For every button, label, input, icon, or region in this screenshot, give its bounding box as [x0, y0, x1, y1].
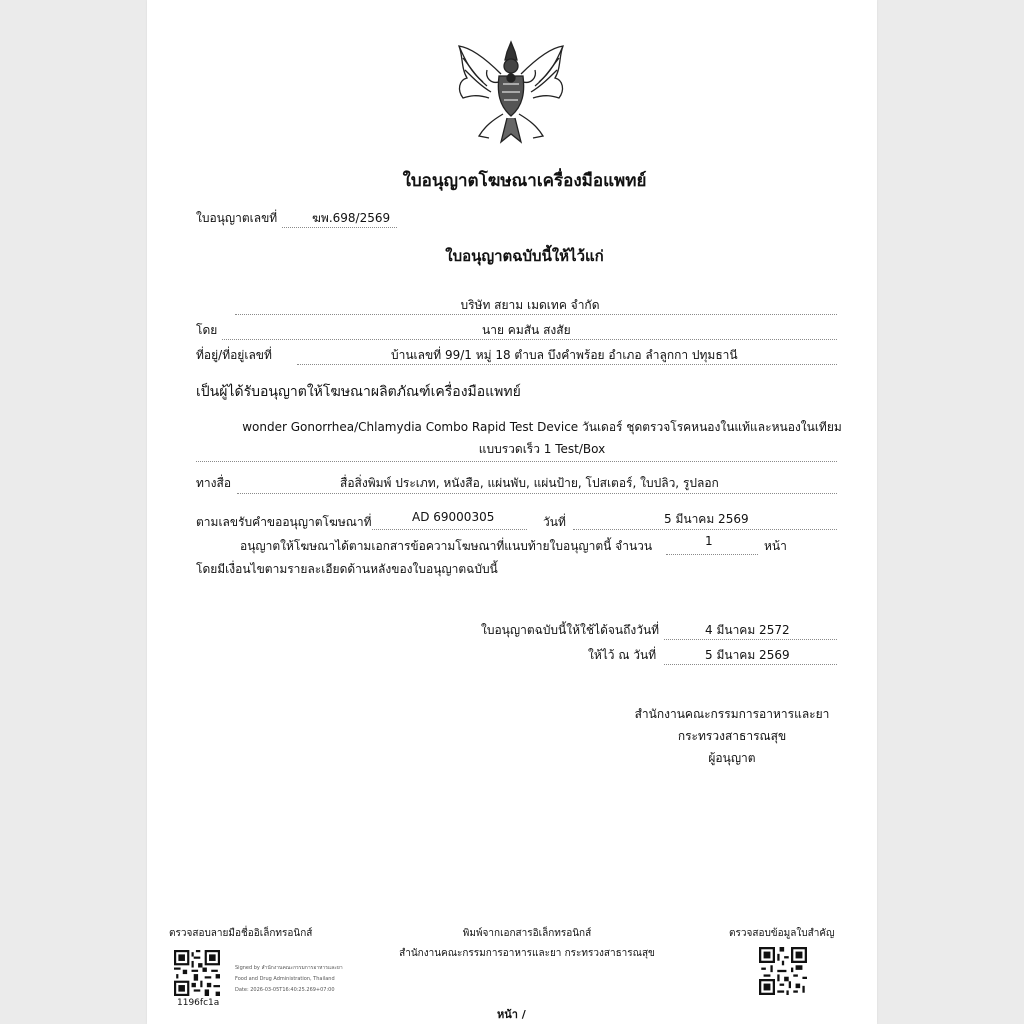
verify-data-label: ตรวจสอบข้อมูลใบสำคัญ — [729, 928, 835, 939]
granted-to-heading: ใบอนุญาตฉบับนี้ให้ไว้แก่ — [445, 247, 604, 265]
signed-org-text: Food and Drug Administration, Thailand — [235, 976, 335, 982]
signed-date-text: Date: 2026-03-05T16:40:25.269+07:00 — [235, 987, 335, 993]
valid-until-underline — [664, 639, 837, 640]
signed-by-text: Signed by สำนักงานคณะกรรมการอาหารและยา — [235, 965, 343, 971]
address-value: บ้านเลขที่ 99/1 หมู่ 18 ตำบล บึงคำพร้อย อำเภอ ลำลูกกา ปทุมธานี — [391, 348, 738, 362]
request-label: ตามเลขรับคำขออนุญาตโฆษณาที่ — [196, 515, 372, 529]
request-number: AD 69000305 — [412, 510, 495, 524]
page-count-underline — [666, 554, 758, 555]
garuda-emblem-icon — [449, 38, 573, 146]
request-date: 5 มีนาคม 2569 — [664, 512, 749, 526]
printed-from-label: พิมพ์จากเอกสารอิเล็กทรอนิกส์ — [462, 928, 592, 939]
issuer-line-2: กระทรวงสาธารณสุข — [677, 729, 787, 743]
given-on-date: 5 มีนาคม 2569 — [705, 648, 790, 662]
document-title: ใบอนุญาตโฆษณาเครื่องมือแพทย์ — [402, 171, 647, 191]
by-underline — [222, 339, 837, 340]
media-underline — [237, 493, 837, 494]
request-date-label: วันที่ — [543, 515, 566, 529]
request-number-underline — [372, 529, 527, 530]
verify-signature-label: ตรวจสอบลายมือชื่ออิเล็กทรอนิกส์ — [169, 928, 313, 939]
valid-until-date: 4 มีนาคม 2572 — [705, 623, 790, 637]
product-line-2: แบบรวดเร็ว 1 Test/Box — [478, 442, 606, 456]
by-label: โดย — [196, 323, 218, 337]
company-name: บริษัท สยาม เมดเทค จำกัด — [460, 298, 600, 312]
media-value: สื่อสิ่งพิมพ์ ประเภท, หนังสือ, แผ่นพับ, แผ่นป้าย, โปสเตอร์, ใบปลิว, รูปลอก — [340, 476, 719, 490]
given-on-underline — [664, 664, 837, 665]
product-line-1: wonder Gonorrhea/Chlamydia Combo Rapid Test Device วันเดอร์ ชุดตรวจโรคหนองในแท้และหนองในเทียม — [242, 420, 842, 434]
printed-org-label: สำนักงานคณะกรรมการอาหารและยา กระทรวงสาธารณสุข — [399, 948, 655, 959]
given-on-label: ให้ไว้ ณ วันที่ — [588, 648, 657, 662]
page-count: 1 — [705, 534, 713, 548]
issuer-line-3: ผู้อนุญาต — [708, 751, 756, 765]
condition-text: โดยมีเงื่อนไขตามรายละเอียดด้านหลังของใบอนุญาตฉบับนี้ — [196, 562, 498, 576]
permit-text: อนุญาตให้โฆษณาได้ตามเอกสารข้อความโฆษณาที่แนบท้ายใบอนุญาตนี้ จำนวน — [240, 539, 653, 553]
signature-qr-code[interactable] — [174, 950, 220, 996]
address-underline — [297, 364, 837, 365]
address-label: ที่อยู่/ที่อยู่เลขที่ — [196, 348, 272, 362]
document-data-qr-code[interactable] — [759, 947, 807, 995]
product-heading: เป็นผู้ได้รับอนุญาตให้โฆษณาผลิตภัณฑ์เครื่องมือแพทย์ — [196, 384, 521, 400]
valid-until-label: ใบอนุญาตฉบับนี้ให้ใช้ได้จนถึงวันที่ — [481, 623, 660, 637]
company-underline — [235, 314, 837, 315]
license-page — [147, 0, 877, 1024]
media-label: ทางสื่อ — [196, 476, 232, 490]
page-number: หน้า / — [497, 1008, 526, 1021]
issuer-line-1: สำนักงานคณะกรรมการอาหารและยา — [634, 707, 830, 721]
qr-code-text: 1196fc1a — [177, 998, 220, 1008]
page-count-unit: หน้า — [764, 539, 787, 553]
request-date-underline — [573, 529, 837, 530]
product-underline — [196, 461, 837, 462]
license-no-underline — [282, 227, 397, 228]
by-name: นาย คมสัน สงสัย — [482, 323, 571, 337]
license-no-value: ฆพ.698/2569 — [312, 211, 391, 225]
license-no-label: ใบอนุญาตเลขที่ — [196, 211, 278, 225]
